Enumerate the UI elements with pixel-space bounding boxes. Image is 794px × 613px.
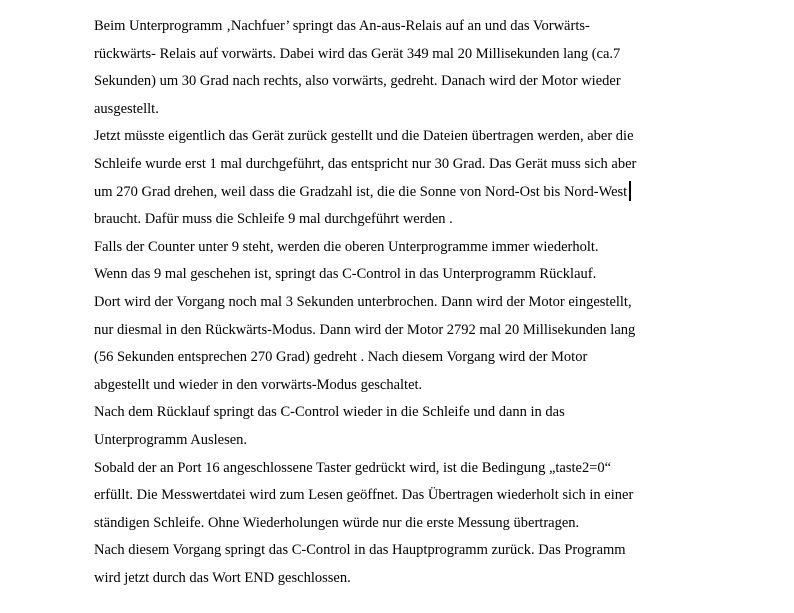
text-cursor <box>629 181 631 201</box>
text-line: wird jetzt durch das Wort END geschlossen. <box>94 569 351 586</box>
text-line: Jetzt müsste eigentlich das Gerät zurück gestellt und die Dateien übertragen werden, aber die <box>94 128 634 145</box>
text-line: erfüllt. Die Messwertdatei wird zum Lesen geöffnet. Das Übertragen wiederholt sich in einer <box>94 487 634 504</box>
text-line: abgestellt und wieder in den vorwärts-Modus geschaltet. <box>94 376 423 393</box>
text-line-content: um 270 Grad drehen, weil dass die Gradzahl ist, die die Sonne von Nord-Ost bis Nord-West <box>94 183 628 200</box>
text-line: ständigen Schleife. Ohne Wiederholungen würde nur die erste Messung übertragen. <box>94 514 580 531</box>
text-line: Unterprogramm Auslesen. <box>94 431 248 448</box>
text-line: braucht. Dafür muss die Schleife 9 mal durchgeführt werden . <box>94 211 453 228</box>
text-line: Dort wird der Vorgang noch mal 3 Sekunden unterbrochen. Dann wird der Motor eingestellt, <box>94 293 632 310</box>
text-line: Schleife wurde erst 1 mal durchgeführt, das entspricht nur 30 Grad. Das Gerät muss sich aber <box>94 155 637 172</box>
text-line: Sekunden) um 30 Grad nach rechts, also vorwärts, gedreht. Danach wird der Motor wieder <box>94 73 621 90</box>
text-line: Sobald der an Port 16 angeschlossene Taster gedrückt wird, ist die Bedingung „taste2=0“ <box>94 459 612 476</box>
text-line: Beim Unterprogramm ‚Nachfuer’ springt das An-aus-Relais auf an und das Vorwärts- <box>94 18 590 34</box>
text-line-with-cursor <box>94 179 714 207</box>
text-line: Wenn das 9 mal geschehen ist, springt das C-Control in das Unterprogramm Rücklauf. <box>94 266 597 283</box>
document-body[interactable] <box>94 13 714 592</box>
text-line: Nach diesem Vorgang springt das C-Control in das Hauptprogramm zurück. Das Programm <box>94 542 626 559</box>
text-line: rückwärts- Relais auf vorwärts. Dabei wird das Gerät 349 mal 20 Millisekunden lang (ca.7 <box>94 45 621 62</box>
text-line: Nach dem Rücklauf springt das C-Control wieder in die Schleife und dann in das <box>94 404 565 421</box>
text-line: (56 Sekunden entsprechen 270 Grad) gedreht . Nach diesem Vorgang wird der Motor <box>94 349 588 366</box>
text-line: ausgestellt. <box>94 100 159 117</box>
text-line: Falls der Counter unter 9 steht, werden die oberen Unterprogramme immer wiederholt. <box>94 238 599 255</box>
text-line: nur diesmal in den Rückwärts-Modus. Dann wird der Motor 2792 mal 20 Millisekunden lang <box>94 321 636 338</box>
